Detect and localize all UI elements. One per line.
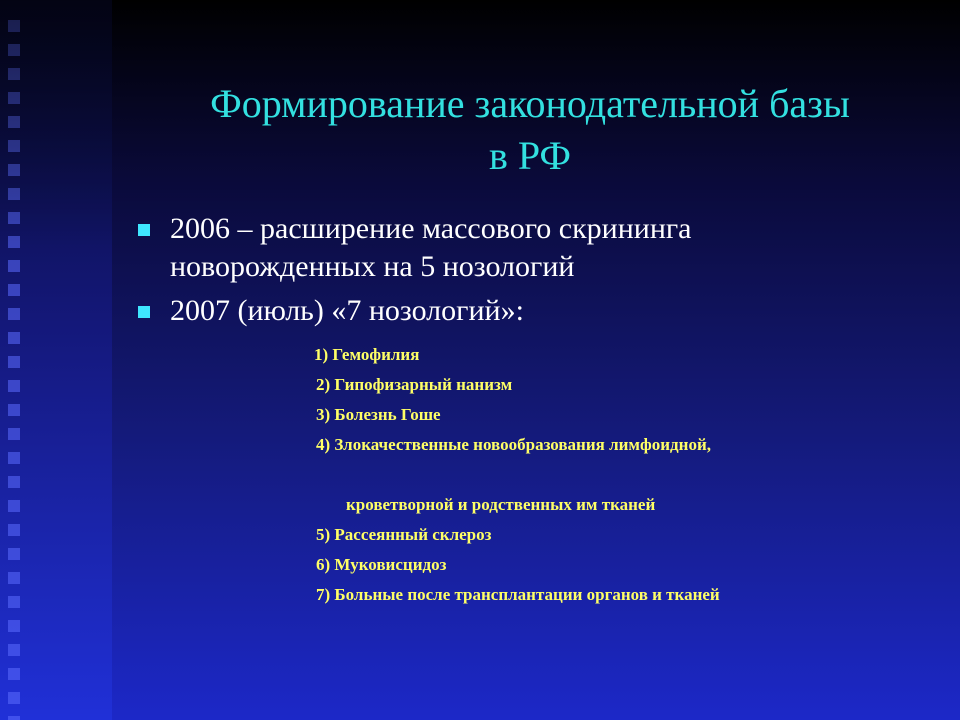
bullet-square-icon (138, 224, 150, 236)
nosology-item: 7) Больные после трансплантации органов и тканей (316, 585, 720, 604)
bullet-item-2006 (136, 210, 936, 286)
slide-title-line-1: Формирование законодательной базы (210, 81, 850, 126)
slide-title-line-2: в РФ (488, 133, 572, 178)
bullet-item-2007 (136, 292, 936, 330)
slide-title (130, 78, 930, 182)
side-decor-strip (0, 0, 112, 720)
nosology-item-continuation: кроветворной и родственных им тканей (346, 495, 656, 514)
nosology-item: 5) Рассеянный склероз (316, 525, 492, 544)
nosology-spacer (314, 460, 934, 490)
bullet-text-line: новорожденных на 5 нозологий (170, 250, 575, 283)
bullet-text-line: 2007 (июль) «7 нозологий»: (170, 294, 524, 327)
bullet-list (136, 210, 936, 336)
bullet-square-icon (138, 306, 150, 318)
nosology-item: 6) Муковисцидоз (316, 555, 447, 574)
bullet-text-line: 2006 – расширение массового скрининга (170, 212, 692, 245)
nosology-item: 4) Злокачественные новообразования лимфоидной, (316, 435, 712, 454)
nosology-list (314, 340, 934, 610)
nosology-item: 2) Гипофизарный нанизм (316, 375, 513, 394)
side-decor-fade (0, 0, 112, 720)
nosology-item: 1) Гемофилия (314, 345, 420, 364)
nosology-item: 3) Болезнь Гоше (316, 405, 441, 424)
